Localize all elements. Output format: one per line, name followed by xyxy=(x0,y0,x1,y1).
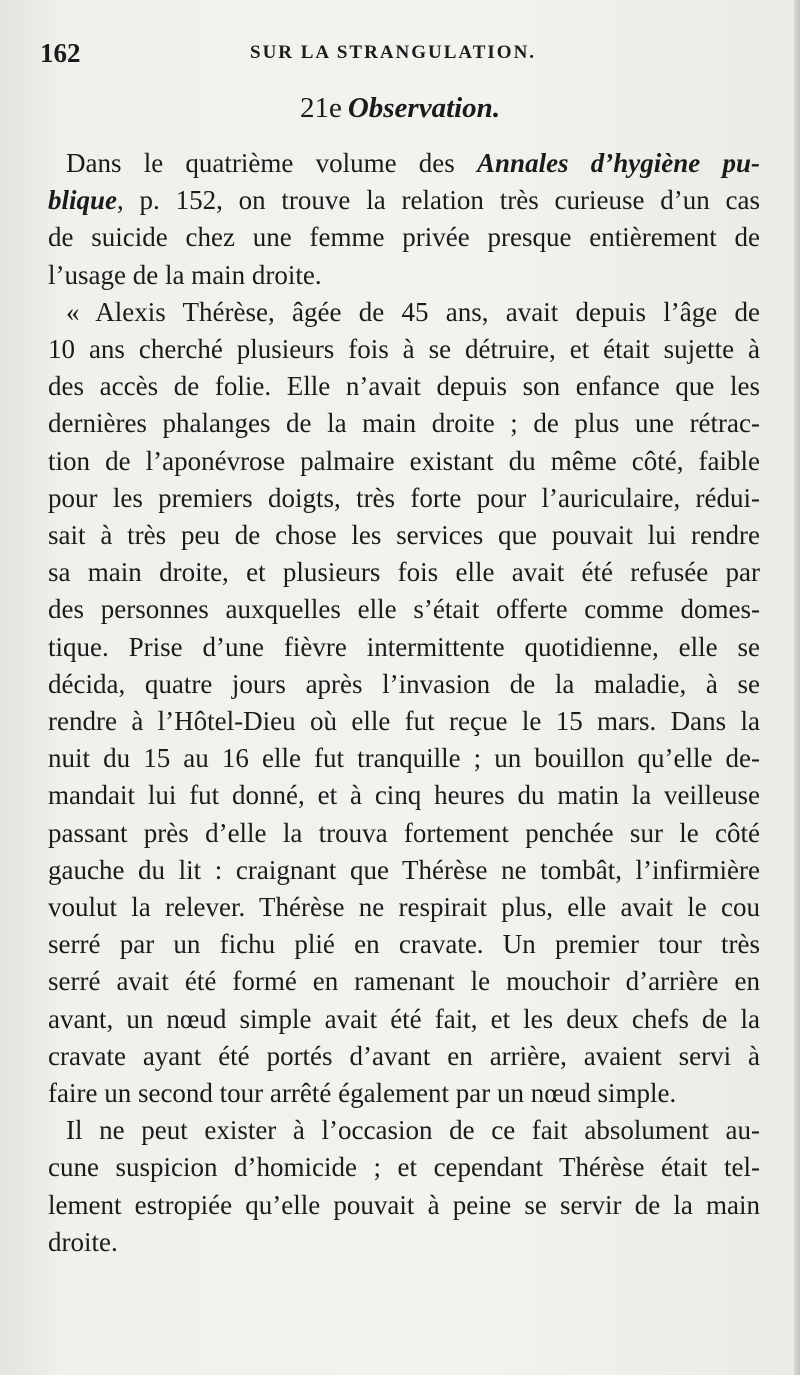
text-line: faire un second tour arrêté également par un nœud simple. xyxy=(48,1078,677,1109)
page-edge xyxy=(794,0,800,1375)
text-line: nuit du 15 au 16 elle fut tranquille ; un bouillon qu’elle de- xyxy=(48,743,760,774)
text-line: tion de l’aponévrose palmaire existant du même côté, faible xyxy=(48,445,760,476)
paragraph-2 xyxy=(48,294,760,1112)
text-line: gauche du lit : craignant que Thérèse ne tombât, l’infirmière xyxy=(48,854,760,885)
section-ordinal: 21e xyxy=(299,92,342,124)
text-line: dernières phalanges de la main droite ; de plus une rétrac- xyxy=(48,408,760,439)
text-line: Dans le quatrième volume des Annales d’hygiène pu- xyxy=(66,148,760,178)
text-line: sait à très peu de chose les services que pouvait lui rendre xyxy=(48,520,760,551)
text-line: Il ne peut exister à l’occasion de ce fait absolument au- xyxy=(66,1115,760,1146)
text-line: cune suspicion d’homicide ; et cependant Thérèse était tel- xyxy=(48,1152,760,1183)
paragraph-1 xyxy=(48,145,760,294)
text-line: des personnes auxquelles elle s’était offerte comme domes- xyxy=(48,594,760,625)
running-head: SUR LA STRANGULATION. xyxy=(250,42,537,63)
paragraph-3 xyxy=(48,1112,760,1261)
text-line: cravate ayant été portés d’avant en arrière, avaient servi à xyxy=(48,1040,760,1071)
text-line: serré avait été formé en ramenant le mouchoir d’arrière en xyxy=(48,966,760,997)
text-line: « Alexis Thérèse, âgée de 45 ans, avait depuis l’âge de xyxy=(66,296,760,327)
page-header xyxy=(40,30,760,70)
text-line: voulut la relever. Thérèse ne respirait plus, elle avait le cou xyxy=(48,892,760,923)
text-line: tique. Prise d’une fièvre intermittente quotidienne, elle se xyxy=(48,631,760,662)
text-line: sa main droite, et plusieurs fois elle avait été refusée par xyxy=(48,557,760,588)
text-line: rendre à l’Hôtel-Dieu où elle fut reçue le 15 mars. Dans la xyxy=(48,706,760,737)
text-line: l’usage de la main droite. xyxy=(48,259,322,290)
text-line: avant, un nœud simple avait été fait, et les deux chefs de la xyxy=(48,1003,760,1034)
text-line: des accès de folie. Elle n’avait depuis son enfance que les xyxy=(48,371,760,402)
text-line: lement estropiée qu’elle pouvait à peine se servir de la main xyxy=(48,1189,760,1220)
text-line: mandait lui fut donné, et à cinq heures du matin la veilleuse xyxy=(48,780,760,811)
page-number: 162 xyxy=(40,38,81,68)
text-line: blique, p. 152, on trouve la relation très curieuse d’un cas xyxy=(48,185,760,216)
text-line: de suicide chez une femme privée presque entièrement de xyxy=(48,222,760,253)
section-title xyxy=(0,92,800,125)
text-line: pour les premiers doigts, très forte pour l’auriculaire, rédui- xyxy=(48,482,760,513)
section-title-word: Observation. xyxy=(347,92,501,124)
body-text xyxy=(48,145,760,1261)
text-line: passant près d’elle la trouva fortement penchée sur le côté xyxy=(48,817,760,848)
text-line: 10 ans cherché plusieurs fois à se détruire, et était sujette à xyxy=(48,334,760,365)
text-line: droite. xyxy=(48,1226,118,1257)
text-line: serré par un fichu plié en cravate. Un premier tour très xyxy=(48,929,760,960)
text-line: décida, quatre jours après l’invasion de la maladie, à se xyxy=(48,668,760,699)
